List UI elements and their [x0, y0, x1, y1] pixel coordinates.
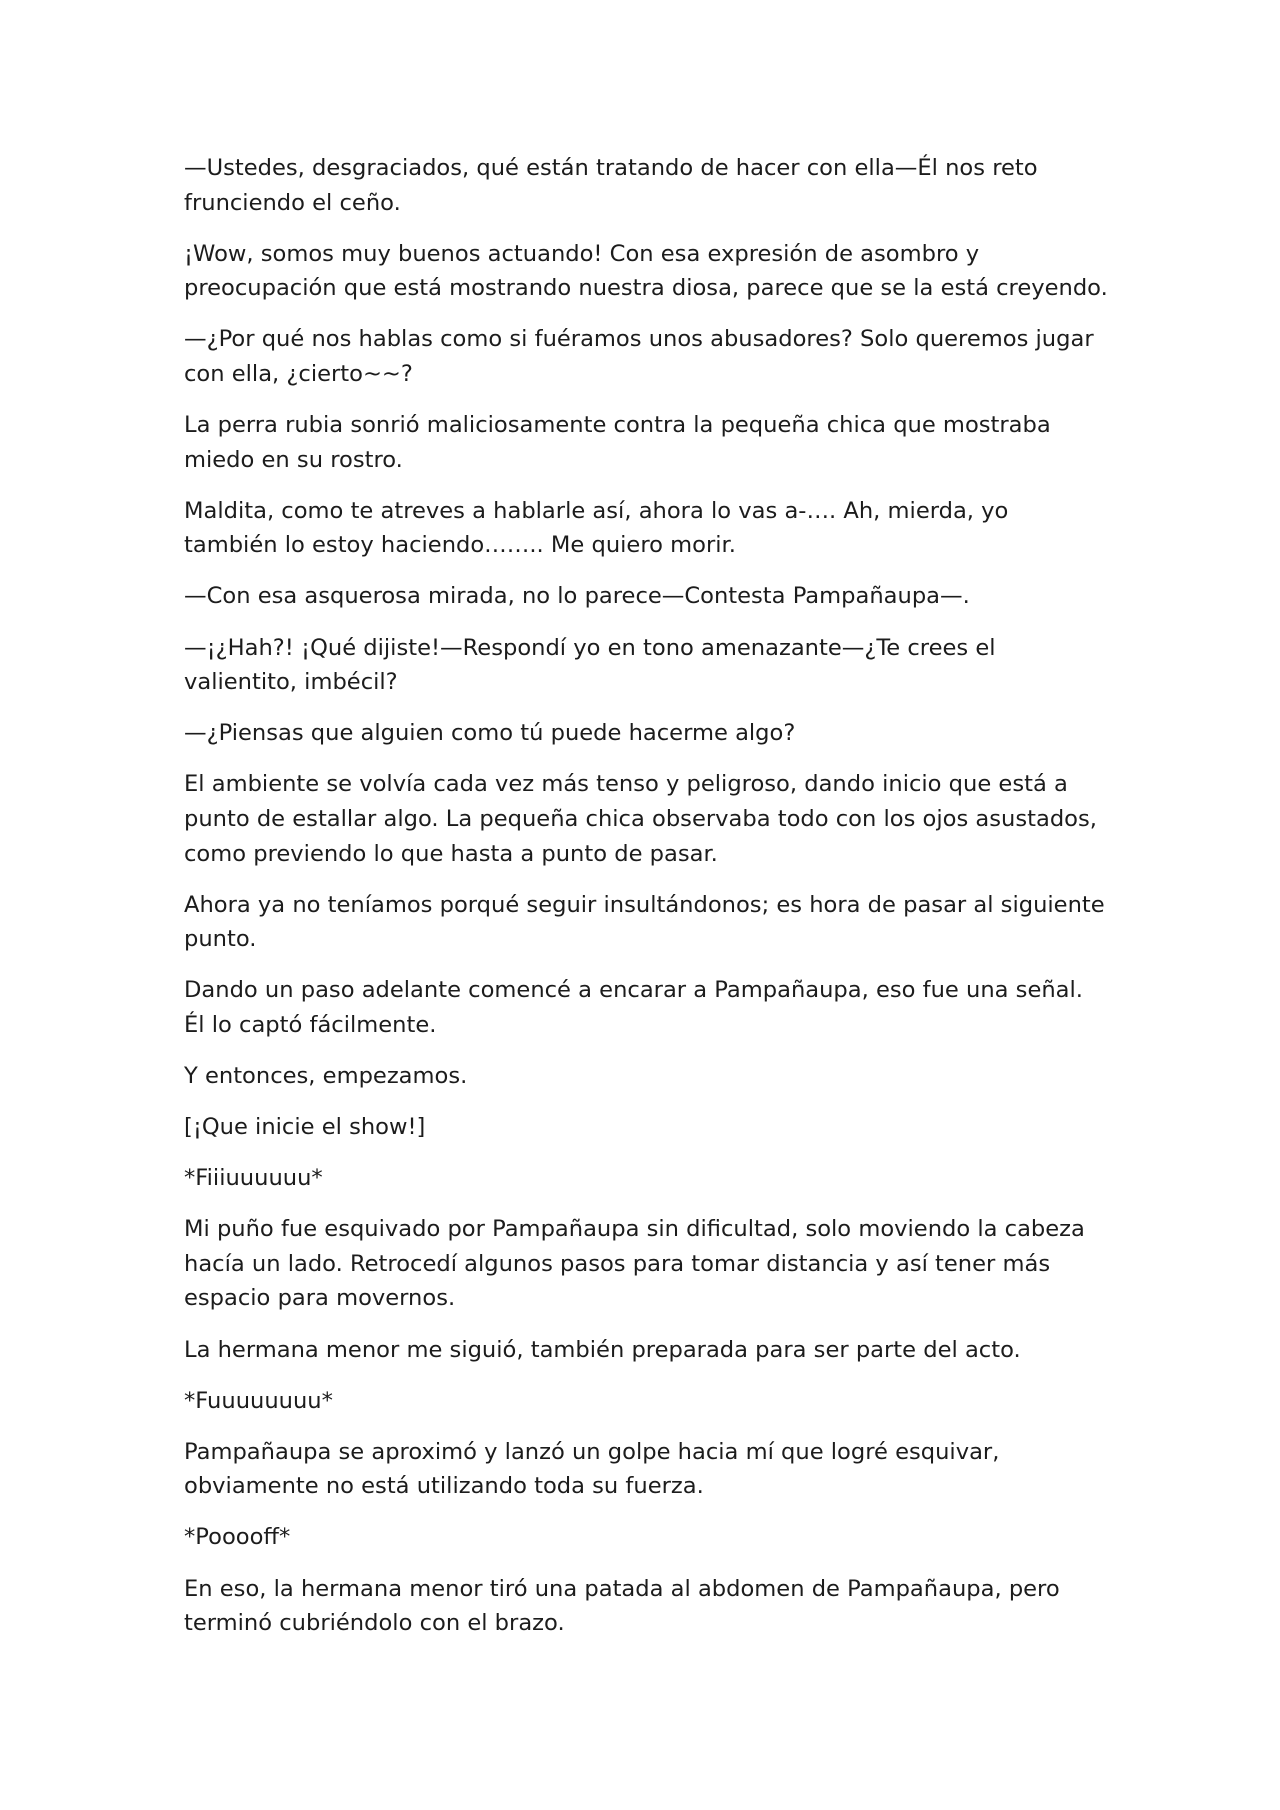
paragraph: ¡Wow, somos muy buenos actuando! Con esa expresión de asombro y preocupación que está mostrando nuestra diosa, parece que se la está creyendo.: [184, 240, 1108, 302]
paragraph: Dando un paso adelante comencé a encarar a Pampañaupa, eso fue una señal. Él lo captó fácilmente.: [184, 977, 1083, 1038]
paragraph: —Con esa asquerosa mirada, no lo parece—Contesta Pampañaupa—.: [184, 583, 970, 610]
document-body: [184, 151, 1109, 1657]
paragraph: [¡Que inicie el show!]: [184, 1114, 426, 1141]
paragraph: En eso, la hermana menor tiró una patada al abdomen de Pampañaupa, pero terminó cubriéndolo con el brazo.: [184, 1575, 1060, 1637]
paragraph: —¿Piensas que alguien como tú puede hacerme algo?: [184, 720, 796, 747]
paragraph: —¡¿Hah?! ¡Qué dijiste!—Respondí yo en tono amenazante—¿Te crees el valientito, imbécil?: [184, 634, 996, 696]
paragraph: Mi puño fue esquivado por Pampañaupa sin dificultad, solo moviendo la cabeza hacía un lado. Retrocedí algunos pasos para tomar distancia y así tener más espacio para movernos.: [184, 1216, 1085, 1312]
paragraph: —¿Por qué nos hablas como si fuéramos unos abusadores? Solo queremos jugar con ella, ¿cierto~~?: [184, 326, 1094, 387]
paragraph: La perra rubia sonrió maliciosamente contra la pequeña chica que mostraba miedo en su rostro.: [184, 412, 1051, 473]
paragraph: *Fuuuuuuuu*: [184, 1387, 333, 1414]
paragraph: El ambiente se volvía cada vez más tenso y peligroso, dando inicio que está a punto de estallar algo. La pequeña chica observaba todo con los ojos asustados, como previendo lo que hasta a punto de pasar.: [184, 771, 1097, 867]
paragraph: Y entonces, empezamos.: [184, 1062, 468, 1089]
paragraph: *Fiiiuuuuuu*: [184, 1165, 323, 1192]
paragraph: Maldita, como te atreves a hablarle así, ahora lo vas a-…. Ah, mierda, yo también lo estoy haciendo…….. Me quiero morir.: [184, 497, 1009, 559]
paragraph: *Pooooff*: [184, 1524, 291, 1551]
paragraph: La hermana menor me siguió, también preparada para ser parte del acto.: [184, 1336, 1021, 1363]
paragraph: Pampañaupa se aproximó y lanzó un golpe hacia mí que logré esquivar, obviamente no está utilizando toda su fuerza.: [184, 1438, 1000, 1500]
paragraph: Ahora ya no teníamos porqué seguir insultándonos; es hora de pasar al siguiente punto.: [184, 891, 1105, 953]
paragraph: —Ustedes, desgraciados, qué están tratando de hacer con ella—Él nos reto frunciendo el ceño.: [184, 155, 1038, 216]
